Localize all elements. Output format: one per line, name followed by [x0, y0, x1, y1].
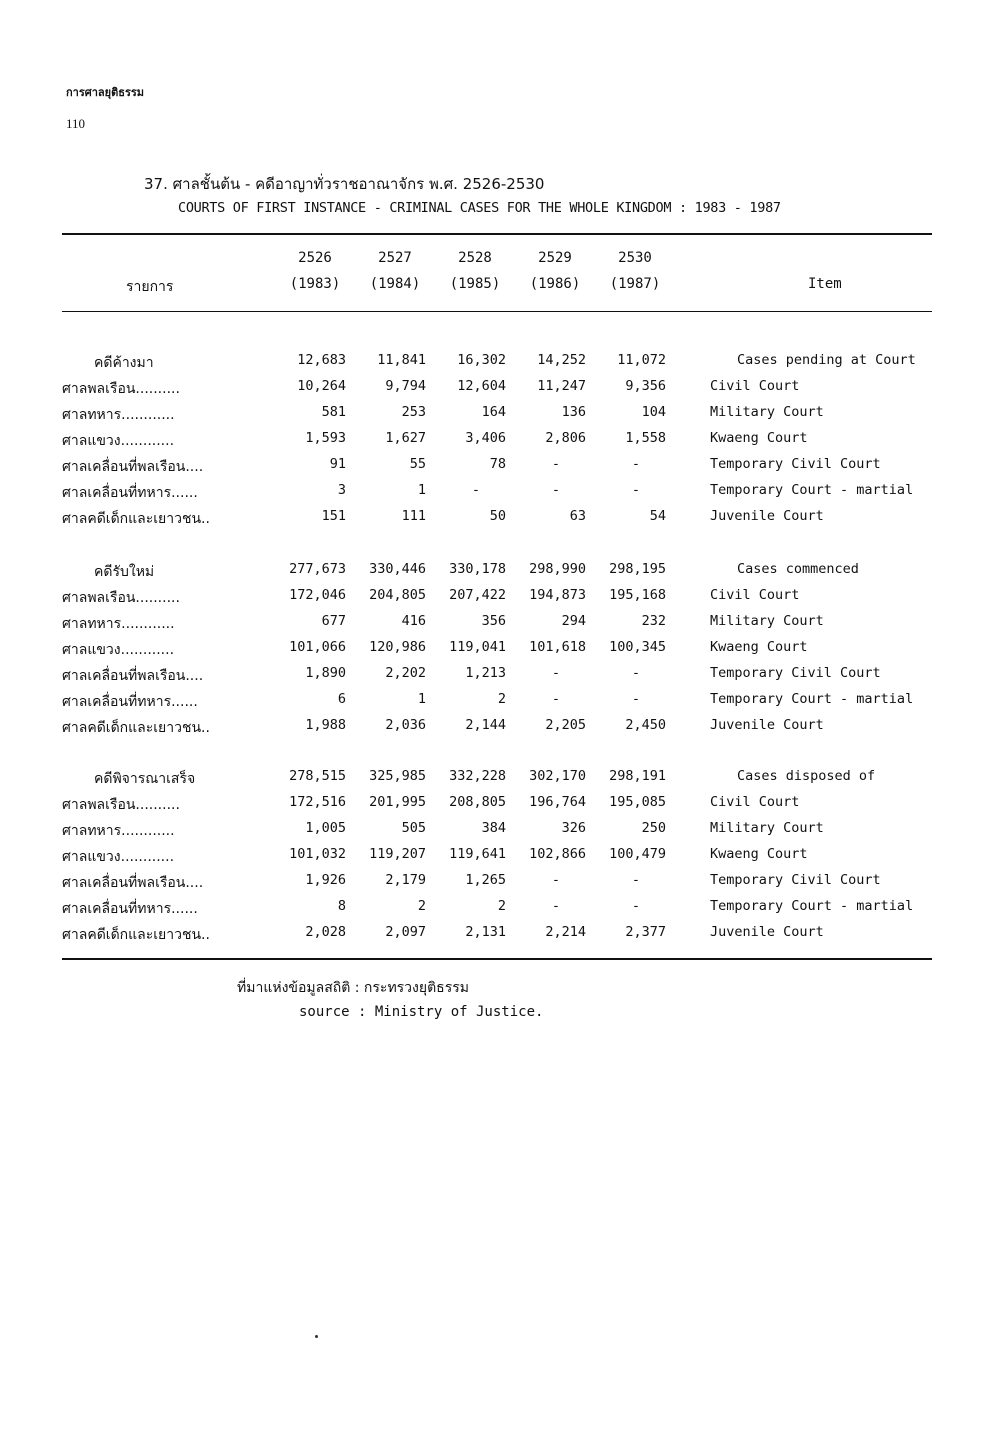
value-cell: 2,036 [385, 717, 426, 733]
value-cell: 54 [649, 508, 666, 524]
row-label-english: Juvenile Court [710, 717, 824, 733]
value-cell: 14,252 [537, 352, 586, 368]
header-divider-rule [62, 311, 932, 312]
row-label-english: Cases disposed of [737, 768, 876, 784]
value-cell: 101,618 [529, 639, 586, 655]
value-cell: 302,170 [529, 768, 586, 784]
row-label-english: Juvenile Court [710, 508, 824, 524]
table-row [0, 691, 990, 717]
table-row [0, 430, 990, 456]
row-label-thai: ศาลแขวง............ [62, 849, 175, 865]
row-label-english: Military Court [710, 404, 824, 420]
table-row [0, 794, 990, 820]
value-cell: 2,131 [465, 924, 506, 940]
source-note-thai: ที่มาแห่งข้อมูลสถิติ : กระทรวงยุติธรรม [237, 980, 469, 996]
year-column-header [520, 245, 590, 297]
year-buddhist-era: 2528 [458, 250, 492, 266]
table-top-rule [62, 233, 932, 235]
row-label-english: Temporary Civil Court [710, 872, 881, 888]
row-label-english: Military Court [710, 613, 824, 629]
table-row [0, 587, 990, 613]
value-cell: 1,213 [465, 665, 506, 681]
table-row [0, 508, 990, 534]
value-cell: - [551, 665, 561, 681]
value-cell: 2 [417, 898, 426, 914]
value-cell: 2,214 [545, 924, 586, 940]
value-cell: 164 [481, 404, 506, 420]
row-label-thai: คดีรับใหม่ [94, 564, 155, 580]
value-cell: 12,683 [297, 352, 346, 368]
value-cell: - [631, 456, 641, 472]
row-label-english: Military Court [710, 820, 824, 836]
value-cell: 294 [561, 613, 586, 629]
value-cell: - [551, 482, 561, 498]
table-row [0, 378, 990, 404]
row-label-english: Kwaeng Court [710, 639, 808, 655]
value-cell: 196,764 [529, 794, 586, 810]
table-group-row [0, 768, 990, 794]
value-cell: 330,178 [449, 561, 506, 577]
value-cell: 195,168 [609, 587, 666, 603]
value-cell: 78 [489, 456, 506, 472]
row-label-english: Cases pending at Court [737, 352, 916, 368]
value-cell: - [631, 872, 641, 888]
value-cell: - [631, 691, 641, 707]
table-row [0, 665, 990, 691]
column-header-item-english: Item [808, 276, 842, 292]
value-cell: 2,205 [545, 717, 586, 733]
value-cell: 298,191 [609, 768, 666, 784]
value-cell: 253 [401, 404, 426, 420]
year-column-header [280, 245, 350, 297]
value-cell: 232 [641, 613, 666, 629]
row-label-english: Civil Court [710, 794, 800, 810]
value-cell: 356 [481, 613, 506, 629]
table-row [0, 613, 990, 639]
row-label-thai: ศาลคดีเด็กและเยาวชน.. [62, 511, 210, 527]
row-label-thai: ศาลพลเรือน.......... [62, 590, 180, 606]
value-cell: 250 [641, 820, 666, 836]
table-row [0, 898, 990, 924]
row-label-thai: คดีค้างมา [94, 355, 154, 371]
value-cell: 172,046 [289, 587, 346, 603]
value-cell: 2,202 [385, 665, 426, 681]
value-cell: 2,028 [305, 924, 346, 940]
column-header-item-thai: รายการ [126, 279, 174, 295]
row-label-english: Civil Court [710, 587, 800, 603]
value-cell: 332,228 [449, 768, 506, 784]
row-label-thai: ศาลคดีเด็กและเยาวชน.. [62, 720, 210, 736]
row-label-english: Civil Court [710, 378, 800, 394]
year-common-era: (1987) [609, 276, 661, 292]
value-cell: 298,990 [529, 561, 586, 577]
value-cell: - [551, 872, 561, 888]
value-cell: 384 [481, 820, 506, 836]
year-column-header [600, 245, 670, 297]
year-common-era: (1985) [449, 276, 501, 292]
table-row [0, 820, 990, 846]
value-cell: 195,085 [609, 794, 666, 810]
value-cell: 11,072 [617, 352, 666, 368]
value-cell: 677 [321, 613, 346, 629]
value-cell: 104 [641, 404, 666, 420]
table-group-row [0, 561, 990, 587]
row-label-thai: ศาลเคลื่อนที่พลเรือน.... [62, 875, 204, 891]
value-cell: 3 [337, 482, 346, 498]
value-cell: 6 [337, 691, 346, 707]
row-label-thai: ศาลแขวง............ [62, 642, 175, 658]
row-label-thai: ศาลแขวง............ [62, 433, 175, 449]
value-cell: 2,450 [625, 717, 666, 733]
value-cell: 9,794 [385, 378, 426, 394]
value-cell: 151 [321, 508, 346, 524]
value-cell: 16,302 [457, 352, 506, 368]
row-label-thai: ศาลทหาร............ [62, 407, 175, 423]
value-cell: 2,097 [385, 924, 426, 940]
value-cell: 581 [321, 404, 346, 420]
value-cell: 2,806 [545, 430, 586, 446]
value-cell: 3,406 [465, 430, 506, 446]
value-cell: 2 [497, 898, 506, 914]
value-cell: 11,841 [377, 352, 426, 368]
row-label-english: Kwaeng Court [710, 846, 808, 862]
value-cell: 2 [497, 691, 506, 707]
row-label-english: Cases commenced [737, 561, 859, 577]
value-cell: 325,985 [369, 768, 426, 784]
source-note-english: source : Ministry of Justice. [299, 1004, 544, 1020]
value-cell: 1,005 [305, 820, 346, 836]
year-column-header [360, 245, 430, 297]
value-cell: 207,422 [449, 587, 506, 603]
row-label-english: Temporary Civil Court [710, 665, 881, 681]
row-label-english: Temporary Civil Court [710, 456, 881, 472]
table-row [0, 639, 990, 665]
table-row [0, 872, 990, 898]
table-row [0, 717, 990, 743]
row-label-thai: ศาลพลเรือน.......... [62, 381, 180, 397]
value-cell: 1,988 [305, 717, 346, 733]
value-cell: 172,516 [289, 794, 346, 810]
value-cell: 101,066 [289, 639, 346, 655]
value-cell: 63 [569, 508, 586, 524]
table-row [0, 456, 990, 482]
row-label-thai: ศาลคดีเด็กและเยาวชน.. [62, 927, 210, 943]
value-cell: 2,144 [465, 717, 506, 733]
value-cell: 505 [401, 820, 426, 836]
row-label-english: Temporary Court - martial [710, 482, 914, 498]
value-cell: - [551, 456, 561, 472]
row-label-thai: ศาลเคลื่อนที่พลเรือน.... [62, 459, 204, 475]
table-group-row [0, 352, 990, 378]
value-cell: 55 [409, 456, 426, 472]
table-row [0, 924, 990, 950]
value-cell: 2,179 [385, 872, 426, 888]
value-cell: 1,627 [385, 430, 426, 446]
year-common-era: (1984) [369, 276, 421, 292]
value-cell: - [551, 691, 561, 707]
value-cell: 201,995 [369, 794, 426, 810]
value-cell: - [631, 482, 641, 498]
table-title-english: COURTS OF FIRST INSTANCE - CRIMINAL CASES FOR THE WHOLE KINGDOM : 1983 - 1987 [178, 200, 781, 216]
value-cell: 12,604 [457, 378, 506, 394]
value-cell: - [631, 898, 641, 914]
value-cell: 1,926 [305, 872, 346, 888]
row-label-thai: ศาลเคลื่อนที่ทหาร...... [62, 901, 198, 917]
value-cell: 8 [337, 898, 346, 914]
value-cell: 91 [329, 456, 346, 472]
row-label-english: Juvenile Court [710, 924, 824, 940]
year-buddhist-era: 2529 [538, 250, 572, 266]
value-cell: - [471, 482, 481, 498]
value-cell: 330,446 [369, 561, 426, 577]
value-cell: - [551, 898, 561, 914]
year-buddhist-era: 2527 [378, 250, 412, 266]
year-common-era: (1986) [529, 276, 581, 292]
value-cell: 1,593 [305, 430, 346, 446]
value-cell: 1 [417, 482, 426, 498]
value-cell: 277,673 [289, 561, 346, 577]
value-cell: 100,345 [609, 639, 666, 655]
value-cell: 208,805 [449, 794, 506, 810]
value-cell: 120,986 [369, 639, 426, 655]
value-cell: 194,873 [529, 587, 586, 603]
row-label-english: Kwaeng Court [710, 430, 808, 446]
value-cell: 111 [401, 508, 426, 524]
table-title-thai: 37. ศาลชั้นต้น - คดีอาญาทั่วราชอาณาจักร พ.ศ. 2526-2530 [144, 175, 545, 193]
value-cell: 1,265 [465, 872, 506, 888]
value-cell: - [631, 665, 641, 681]
value-cell: 2,377 [625, 924, 666, 940]
value-cell: 136 [561, 404, 586, 420]
value-cell: 10,264 [297, 378, 346, 394]
value-cell: 9,356 [625, 378, 666, 394]
row-label-thai: ศาลพลเรือน.......... [62, 797, 180, 813]
scan-speck [315, 1335, 318, 1338]
row-label-thai: คดีพิจารณาเสร็จ [94, 771, 196, 787]
value-cell: 11,247 [537, 378, 586, 394]
row-label-thai: ศาลเคลื่อนที่ทหาร...... [62, 485, 198, 501]
value-cell: 1,890 [305, 665, 346, 681]
value-cell: 119,041 [449, 639, 506, 655]
table-row [0, 482, 990, 508]
table-row [0, 404, 990, 430]
value-cell: 298,195 [609, 561, 666, 577]
value-cell: 278,515 [289, 768, 346, 784]
value-cell: 50 [489, 508, 506, 524]
row-label-thai: ศาลทหาร............ [62, 616, 175, 632]
value-cell: 119,207 [369, 846, 426, 862]
row-label-english: Temporary Court - martial [710, 691, 914, 707]
year-buddhist-era: 2526 [298, 250, 332, 266]
row-label-english: Temporary Court - martial [710, 898, 914, 914]
value-cell: 326 [561, 820, 586, 836]
value-cell: 1,558 [625, 430, 666, 446]
row-label-thai: ศาลเคลื่อนที่พลเรือน.... [62, 668, 204, 684]
value-cell: 102,866 [529, 846, 586, 862]
value-cell: 100,479 [609, 846, 666, 862]
value-cell: 204,805 [369, 587, 426, 603]
value-cell: 101,032 [289, 846, 346, 862]
running-header: การศาลยุติธรรม [66, 86, 145, 99]
year-buddhist-era: 2530 [618, 250, 652, 266]
value-cell: 1 [417, 691, 426, 707]
table-row [0, 846, 990, 872]
table-bottom-rule [62, 958, 932, 960]
row-label-thai: ศาลเคลื่อนที่ทหาร...... [62, 694, 198, 710]
year-common-era: (1983) [289, 276, 341, 292]
row-label-thai: ศาลทหาร............ [62, 823, 175, 839]
page-number: 110 [66, 116, 86, 131]
value-cell: 416 [401, 613, 426, 629]
year-column-header [440, 245, 510, 297]
value-cell: 119,641 [449, 846, 506, 862]
